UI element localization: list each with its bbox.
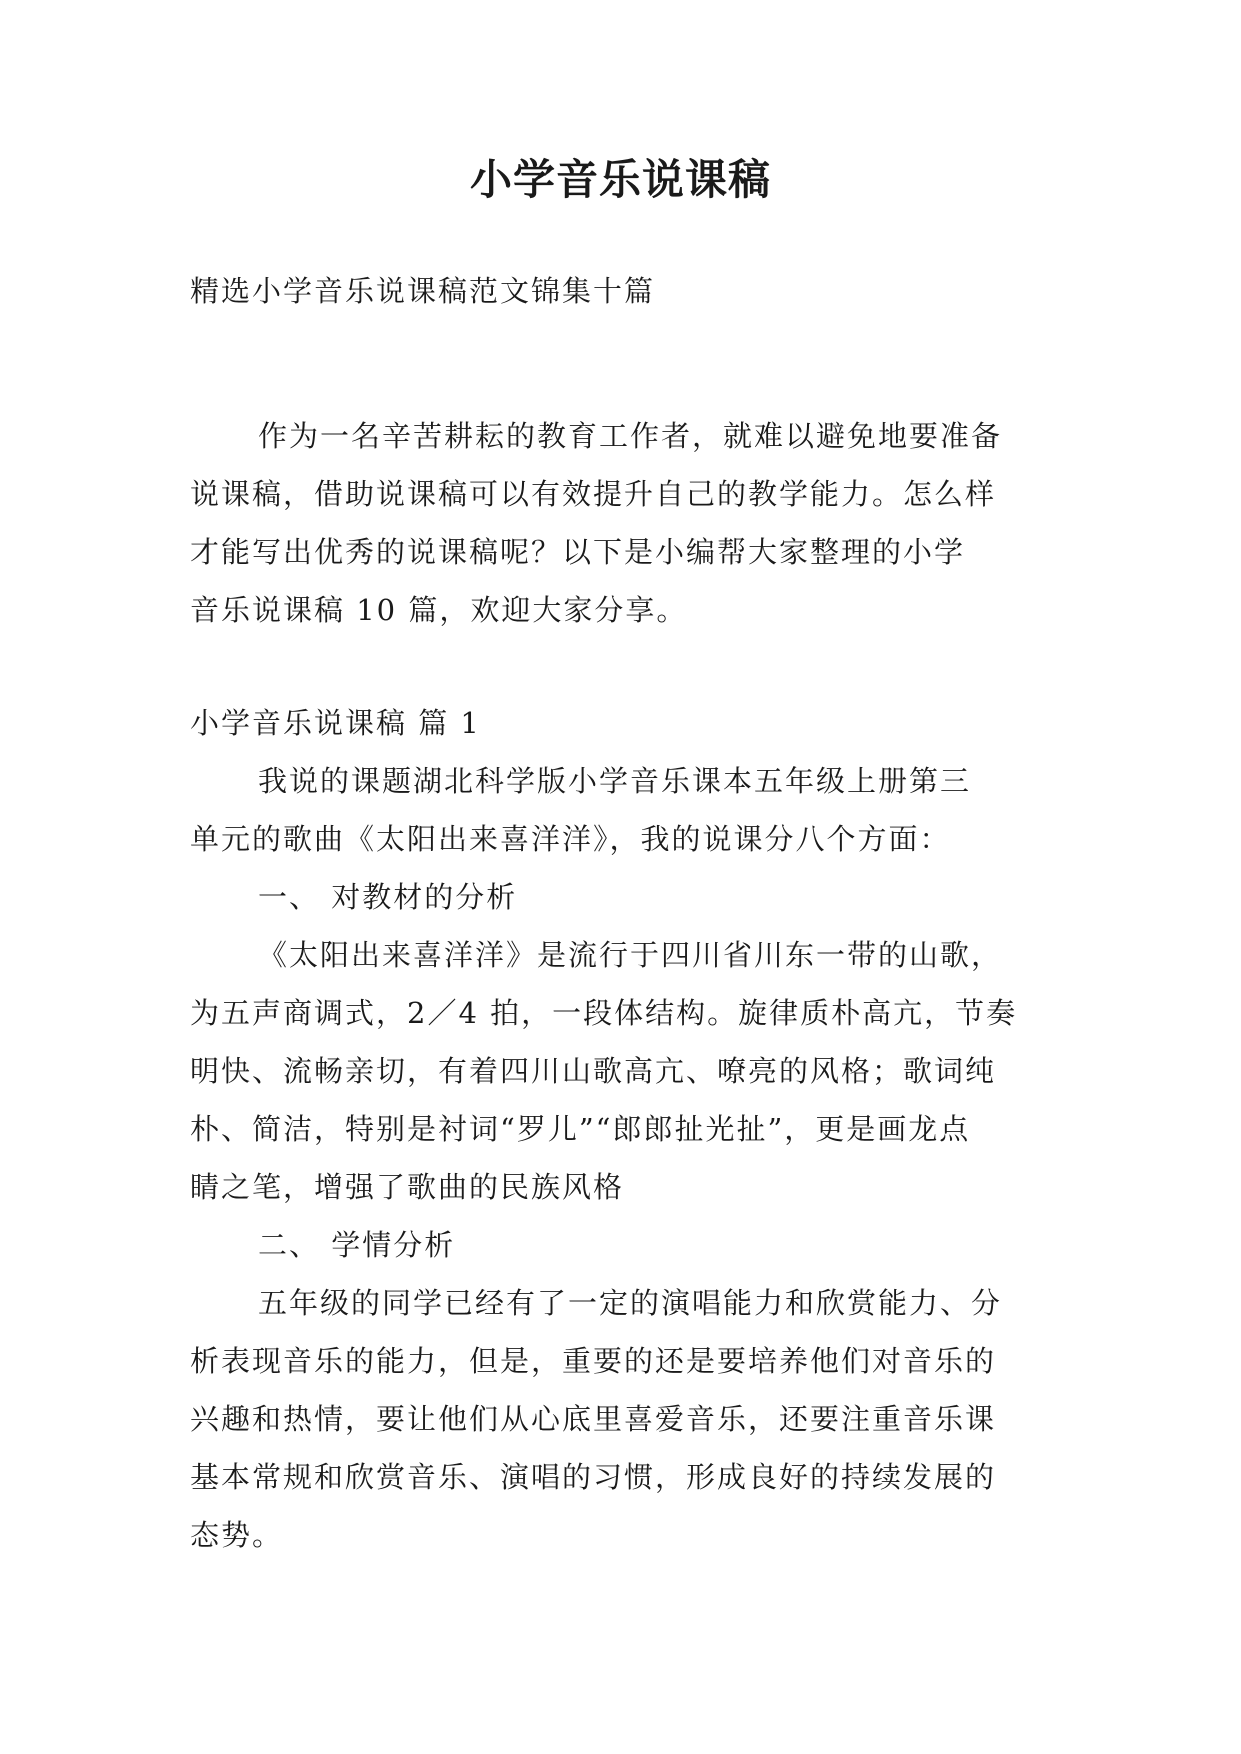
body-line: 为五声商调式，2／4 拍，一段体结构。旋律质朴高亢，节奏 <box>190 996 1018 1030</box>
intro-line: 作为一名辛苦耕耘的教育工作者，就难以避免地要准备 <box>258 419 1003 453</box>
body-line: 析表现音乐的能力，但是，重要的还是要培养他们对音乐的 <box>190 1344 997 1378</box>
subheading-line: 一、 对教材的分析 <box>258 880 518 914</box>
section-heading: 小学音乐说课稿 篇 1 <box>190 706 481 740</box>
body-line: 明快、流畅亲切，有着四川山歌高亢、嘹亮的风格；歌词纯 <box>190 1054 997 1088</box>
body-line: 五年级的同学已经有了一定的演唱能力和欣赏能力、分 <box>258 1286 1003 1320</box>
intro-line: 才能写出优秀的说课稿呢？以下是小编帮大家整理的小学 <box>190 535 966 569</box>
body-line: 兴趣和热情，要让他们从心底里喜爱音乐，还要注重音乐课 <box>190 1402 997 1436</box>
body-line: 单元的歌曲《太阳出来喜洋洋》，我的说课分八个方面： <box>190 822 951 856</box>
document-subtitle <box>190 262 1060 320</box>
body-line: 《太阳出来喜洋洋》是流行于四川省川东一带的山歌， <box>258 938 1003 972</box>
body-line: 我说的课题湖北科学版小学音乐课本五年级上册第三 <box>258 764 972 798</box>
intro-line: 音乐说课稿 10 篇，欢迎大家分享。 <box>190 593 688 627</box>
subheading-line: 二、 学情分析 <box>258 1228 456 1262</box>
subtitle-line: 精选小学音乐说课稿范文锦集十篇 <box>190 274 656 308</box>
body-line: 基本常规和欣赏音乐、演唱的习惯，形成良好的持续发展的 <box>190 1460 997 1494</box>
body-line: 睛之笔，增强了歌曲的民族风格 <box>190 1170 625 1204</box>
document-title: 小学音乐说课稿 <box>469 155 771 204</box>
body-line: 态势。 <box>190 1518 284 1552</box>
intro-paragraph <box>190 407 1060 639</box>
body-line: 朴、简洁，特别是衬词“罗儿”“郎郎扯光扯”，更是画龙点 <box>190 1112 971 1146</box>
section-1 <box>190 694 1060 1564</box>
intro-line: 说课稿，借助说课稿可以有效提升自己的教学能力。怎么样 <box>190 477 997 511</box>
